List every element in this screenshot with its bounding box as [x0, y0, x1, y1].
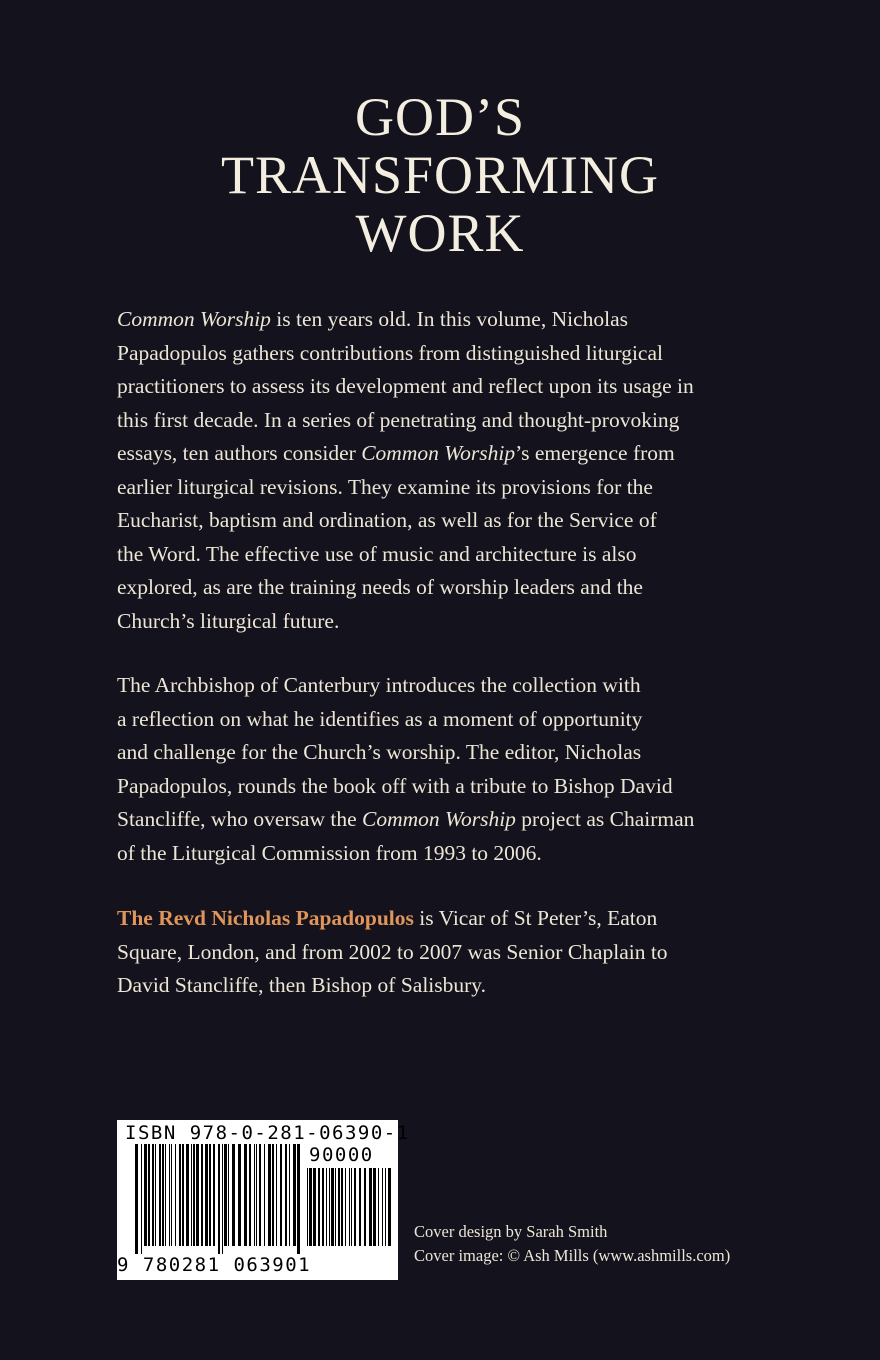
- barcode-stripe: [193, 1144, 195, 1246]
- barcode-stripe: [135, 1144, 138, 1254]
- title-line: GOD’S: [354, 87, 525, 147]
- barcode-stripe: [155, 1144, 156, 1246]
- title-line: WORK: [355, 203, 525, 263]
- text-span: Stancliffe, who oversaw the: [117, 807, 362, 831]
- text-span: project as Chairman: [515, 807, 695, 831]
- text-line: [117, 902, 767, 936]
- barcode-stripe: [354, 1168, 356, 1246]
- barcode-stripe: [162, 1144, 164, 1246]
- barcode-stripe: [254, 1144, 255, 1246]
- barcode-stripe: [318, 1168, 320, 1246]
- book-title: [0, 88, 880, 262]
- isbn-number: ISBN 978-0-281-06390-1: [125, 1122, 410, 1144]
- author-name: The Revd Nicholas Papadopulos: [117, 906, 414, 930]
- barcode-stripe: [205, 1144, 208, 1246]
- barcode-stripe: [191, 1144, 192, 1246]
- barcode-stripe: [159, 1144, 161, 1246]
- barcode-stripe: [186, 1144, 189, 1246]
- barcode-stripe: [175, 1144, 176, 1246]
- barcode-stripe: [351, 1168, 352, 1246]
- cover-credits: [414, 1220, 730, 1268]
- text-line: Eucharist, baptism and ordination, as well as for the Service of: [117, 508, 657, 532]
- barcode-stripe: [322, 1168, 324, 1246]
- barcode-stripe: [345, 1168, 346, 1246]
- description-paragraph-2: [117, 669, 767, 870]
- barcode-bars: [135, 1144, 303, 1254]
- barcode-stripe: [297, 1144, 300, 1254]
- text-line: Papadopulos gathers contributions from distinguished liturgical: [117, 340, 663, 365]
- barcode-stripe: [182, 1144, 184, 1246]
- isbn-barcode: [117, 1120, 410, 1280]
- barcode-stripe: [385, 1168, 386, 1246]
- barcode-stripe: [338, 1168, 340, 1246]
- price-code: 90000: [309, 1144, 374, 1166]
- image-credit: Cover image: © Ash Mills (www.ashmills.com): [414, 1246, 731, 1265]
- text-line: a reflection on what he identifies as a moment of opportunity: [117, 706, 643, 731]
- italic-title: Common Worship: [117, 307, 271, 331]
- barcode-stripe: [289, 1144, 290, 1246]
- barcode-stripe: [222, 1144, 223, 1254]
- barcode-stripe: [313, 1168, 316, 1246]
- barcode-stripe: [268, 1144, 271, 1246]
- barcode-stripe: [218, 1144, 220, 1254]
- description-paragraph-1: [117, 303, 767, 638]
- barcode-stripe: [369, 1168, 372, 1246]
- text-line: explored, as are the training needs of worship leaders and the: [117, 575, 643, 599]
- barcode-stripe: [285, 1144, 287, 1246]
- barcode-stripe: [326, 1168, 327, 1246]
- barcode-stripe: [331, 1168, 334, 1246]
- barcode-stripe: [259, 1144, 261, 1246]
- text-line: of the Liturgical Commission from 1993 to 2006.: [117, 840, 542, 865]
- barcode-stripe: [364, 1168, 366, 1246]
- text-line: Church’s liturgical future.: [117, 608, 340, 633]
- barcode-stripe: [329, 1168, 330, 1246]
- text-line: [117, 803, 767, 837]
- italic-title: Common Worship: [362, 807, 516, 831]
- barcode-stripe: [152, 1144, 154, 1246]
- barcode-stripe: [309, 1168, 312, 1246]
- text-line: Papadopulos, rounds the book off with a tribute to Bishop David: [117, 773, 673, 798]
- barcode-stripe: [209, 1144, 211, 1246]
- barcode-stripe: [373, 1168, 376, 1246]
- text-line: and challenge for the Church’s worship. The editor, Nicholas: [117, 740, 642, 764]
- barcode-stripe: [179, 1144, 181, 1246]
- barcode-stripe: [256, 1144, 257, 1246]
- text-line: the Word. The effective use of music and architecture is also: [117, 541, 637, 566]
- barcode-stripe: [232, 1144, 235, 1246]
- title-line: TRANSFORMING: [220, 145, 660, 205]
- text-line: David Stancliffe, then Bishop of Salisbury.: [117, 973, 487, 997]
- barcode-stripe: [144, 1144, 147, 1246]
- text-line: this first decade. In a series of penetrating and thought-provoking: [117, 407, 680, 432]
- text-span: is Vicar of St Peter’s, Eaton: [413, 906, 658, 930]
- barcode-stripe: [280, 1144, 282, 1246]
- barcode-stripe: [148, 1144, 150, 1246]
- barcode-stripe: [272, 1144, 274, 1246]
- text-line: earlier liturgical revisions. They examine its provisions for the: [117, 474, 653, 499]
- barcode-stripe: [249, 1144, 251, 1246]
- text-line: Square, London, and from 2002 to 2007 was Senior Chaplain to: [117, 939, 668, 964]
- author-bio: [117, 902, 767, 1003]
- text-span: is ten years old. In this volume, Nicholas: [270, 307, 629, 331]
- barcode-stripe: [165, 1144, 166, 1246]
- barcode-stripe: [224, 1144, 227, 1246]
- text-line: [117, 303, 767, 337]
- barcode-stripe: [359, 1168, 361, 1246]
- barcode-stripe: [171, 1144, 172, 1246]
- barcode-stripe: [388, 1168, 391, 1246]
- barcode-stripe: [264, 1144, 265, 1246]
- barcode-stripe: [307, 1168, 308, 1246]
- barcode-stripe: [244, 1144, 247, 1246]
- text-span: essays, ten authors consider: [117, 441, 362, 465]
- barcode-stripe: [213, 1144, 215, 1246]
- text-line: [117, 437, 767, 471]
- text-line: practitioners to assess its development and reflect upon its usage in: [117, 374, 694, 398]
- barcode-stripe: [378, 1168, 379, 1246]
- design-credit: Cover design by Sarah Smith: [414, 1222, 608, 1241]
- barcode-stripe: [238, 1144, 241, 1246]
- barcode-stripe: [382, 1168, 383, 1246]
- text-line: The Archbishop of Canterbury introduces the collection with: [117, 673, 641, 697]
- barcode-stripe: [349, 1168, 350, 1246]
- barcode-stripe: [293, 1144, 296, 1246]
- text-span: ’s emergence from: [515, 441, 675, 465]
- barcode-addon-bars: [307, 1168, 391, 1254]
- barcode-stripe: [276, 1144, 277, 1246]
- barcode-stripe: [169, 1144, 170, 1246]
- italic-title: Common Worship: [361, 441, 516, 465]
- barcode-stripe: [201, 1144, 203, 1246]
- barcode-stripe: [335, 1168, 336, 1246]
- barcode-stripe: [228, 1144, 229, 1246]
- barcode-stripe: [341, 1168, 343, 1246]
- ean-digits: 9 780281 063901: [117, 1254, 312, 1276]
- barcode-stripe: [141, 1144, 142, 1254]
- barcode-stripe: [196, 1144, 199, 1246]
